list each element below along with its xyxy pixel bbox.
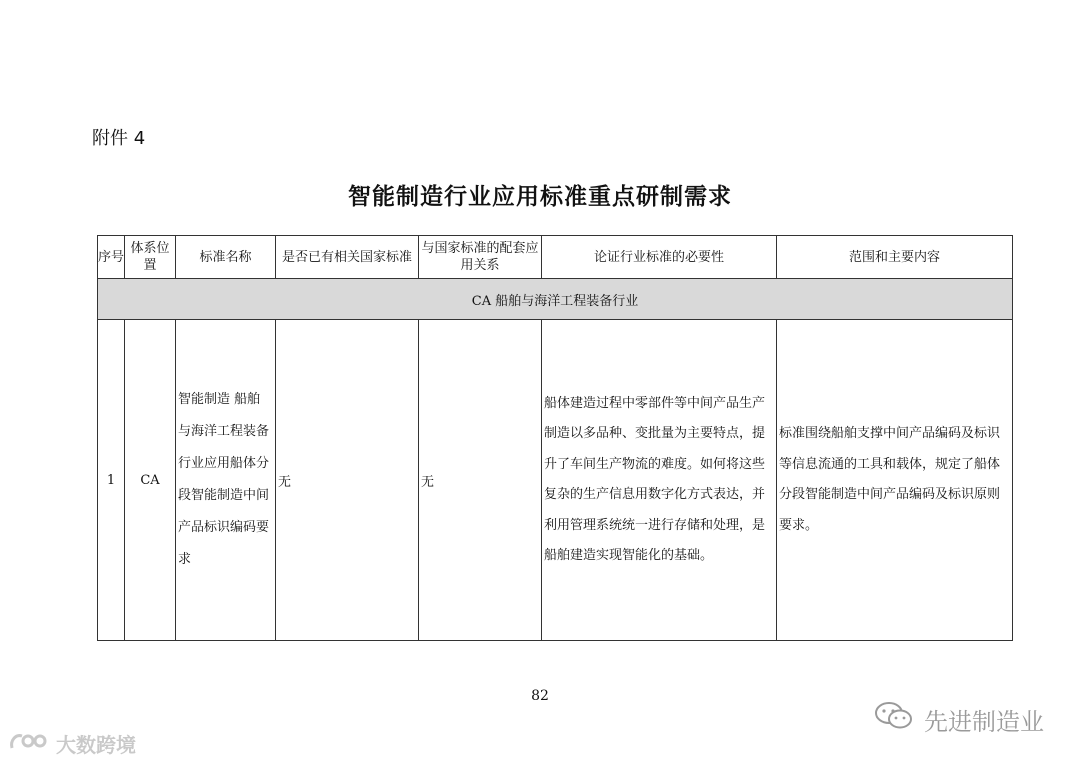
cell-scope: 标准围绕船舶支撑中间产品编码及标识等信息流通的工具和载体，规定了船体分段智能制造中间产品编码及标识原则要求。 [777,320,1013,641]
cell-necessity: 船体建造过程中零部件等中间产品生产制造以多品种、变批量为主要特点，提升了车间生产物流的难度。如何将这些复杂的生产信息用数字化方式表达，并利用管理系统统一进行存储和处理，是船舶建造实现智能化的基础。 [542,320,777,641]
table-row [98,320,1013,641]
cell-standard-name: 智能制造 船舶与海洋工程装备行业应用船体分段智能制造中间产品标识编码要求 [176,320,276,641]
document-title: 智能制造行业应用标准重点研制需求 [348,184,732,210]
cell-has-national-standard: 无 [276,320,419,641]
watermark-left-text: 大数跨境 [56,733,136,757]
section-title: CA 船舶与海洋工程装备行业 [98,279,1013,320]
section-row [98,279,1013,320]
watermark-right-text: 先进制造业 [924,707,1044,736]
cell-system-position: CA [125,320,176,641]
page-number: 82 [531,688,549,704]
header-necessity: 论证行业标准的必要性 [542,236,777,279]
watermark-right [874,700,1044,738]
watermark-left [8,728,136,759]
cell-relation: 无 [419,320,542,641]
header-scope: 范围和主要内容 [777,236,1013,279]
header-has-national-standard: 是否已有相关国家标准 [276,236,419,279]
table-header-row [98,236,1013,279]
cell-seq: 1 [98,320,125,641]
header-standard-name: 标准名称 [176,236,276,279]
header-system-position: 体系位置 [125,236,176,279]
header-relation: 与国家标准的配套应用关系 [419,236,542,279]
attachment-label: 附件 4 [92,128,146,149]
brand-logo-icon [8,728,56,759]
header-seq: 序号 [98,236,125,279]
requirements-table [97,235,1013,641]
wechat-icon [874,700,924,738]
